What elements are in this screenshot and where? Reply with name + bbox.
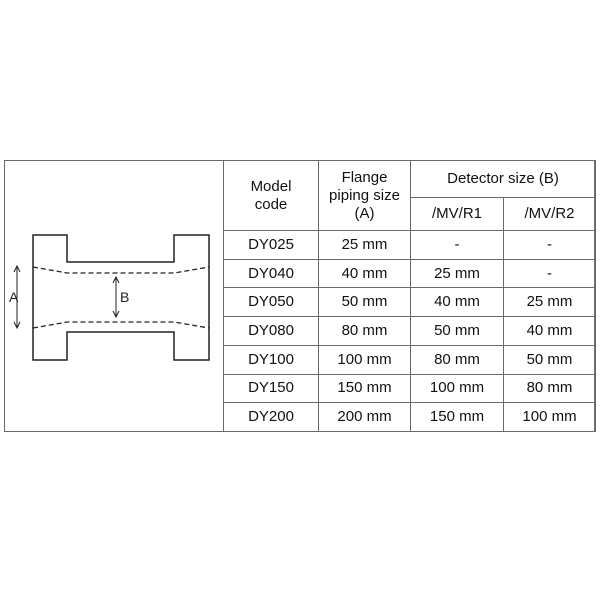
cell-flange: 80 mm [319, 317, 411, 346]
liner-top-dashed-line [33, 267, 209, 273]
cell-mv-r2: 25 mm [504, 288, 596, 317]
cell-mv-r2: 100 mm [504, 403, 596, 432]
cell-flange: 150 mm [319, 374, 411, 403]
table-row [224, 288, 596, 317]
header-flange-piping-size: Flange piping size (A) [319, 161, 411, 231]
cell-model: DY050 [224, 288, 319, 317]
header-mv-r1: /MV/R1 [411, 198, 504, 231]
cell-mv-r1: 25 mm [411, 259, 504, 288]
dimension-a-label: A [9, 289, 19, 305]
cell-model: DY040 [224, 259, 319, 288]
cell-mv-r1: - [411, 231, 504, 260]
flowtube-diagram-cell [4, 160, 223, 432]
cell-flange: 100 mm [319, 345, 411, 374]
cell-model: DY025 [224, 231, 319, 260]
cell-model: DY080 [224, 317, 319, 346]
cell-flange: 40 mm [319, 259, 411, 288]
table-row [224, 317, 596, 346]
cell-flange: 200 mm [319, 403, 411, 432]
liner-bottom-dashed-line [33, 322, 209, 328]
header-model-code: Model code [224, 161, 319, 231]
cell-mv-r2: 50 mm [504, 345, 596, 374]
cell-mv-r2: - [504, 259, 596, 288]
table-row [224, 231, 596, 260]
cell-model: DY150 [224, 374, 319, 403]
cell-mv-r2: - [504, 231, 596, 260]
cell-model: DY200 [224, 403, 319, 432]
cell-mv-r2: 40 mm [504, 317, 596, 346]
cell-mv-r1: 80 mm [411, 345, 504, 374]
cell-flange: 50 mm [319, 288, 411, 317]
cell-mv-r1: 40 mm [411, 288, 504, 317]
cell-mv-r1: 150 mm [411, 403, 504, 432]
cell-flange: 25 mm [319, 231, 411, 260]
dimension-b-label: B [120, 289, 130, 305]
table-row [224, 374, 596, 403]
cell-mv-r1: 50 mm [411, 317, 504, 346]
flowtube-cross-section-diagram [4, 160, 223, 432]
header-detector-size: Detector size (B) [411, 161, 596, 198]
table-row [224, 259, 596, 288]
cell-model: DY100 [224, 345, 319, 374]
detector-size-table [223, 160, 596, 432]
header-mv-r2: /MV/R2 [504, 198, 596, 231]
cell-mv-r1: 100 mm [411, 374, 504, 403]
table-row [224, 345, 596, 374]
cell-mv-r2: 80 mm [504, 374, 596, 403]
table-row [224, 403, 596, 432]
